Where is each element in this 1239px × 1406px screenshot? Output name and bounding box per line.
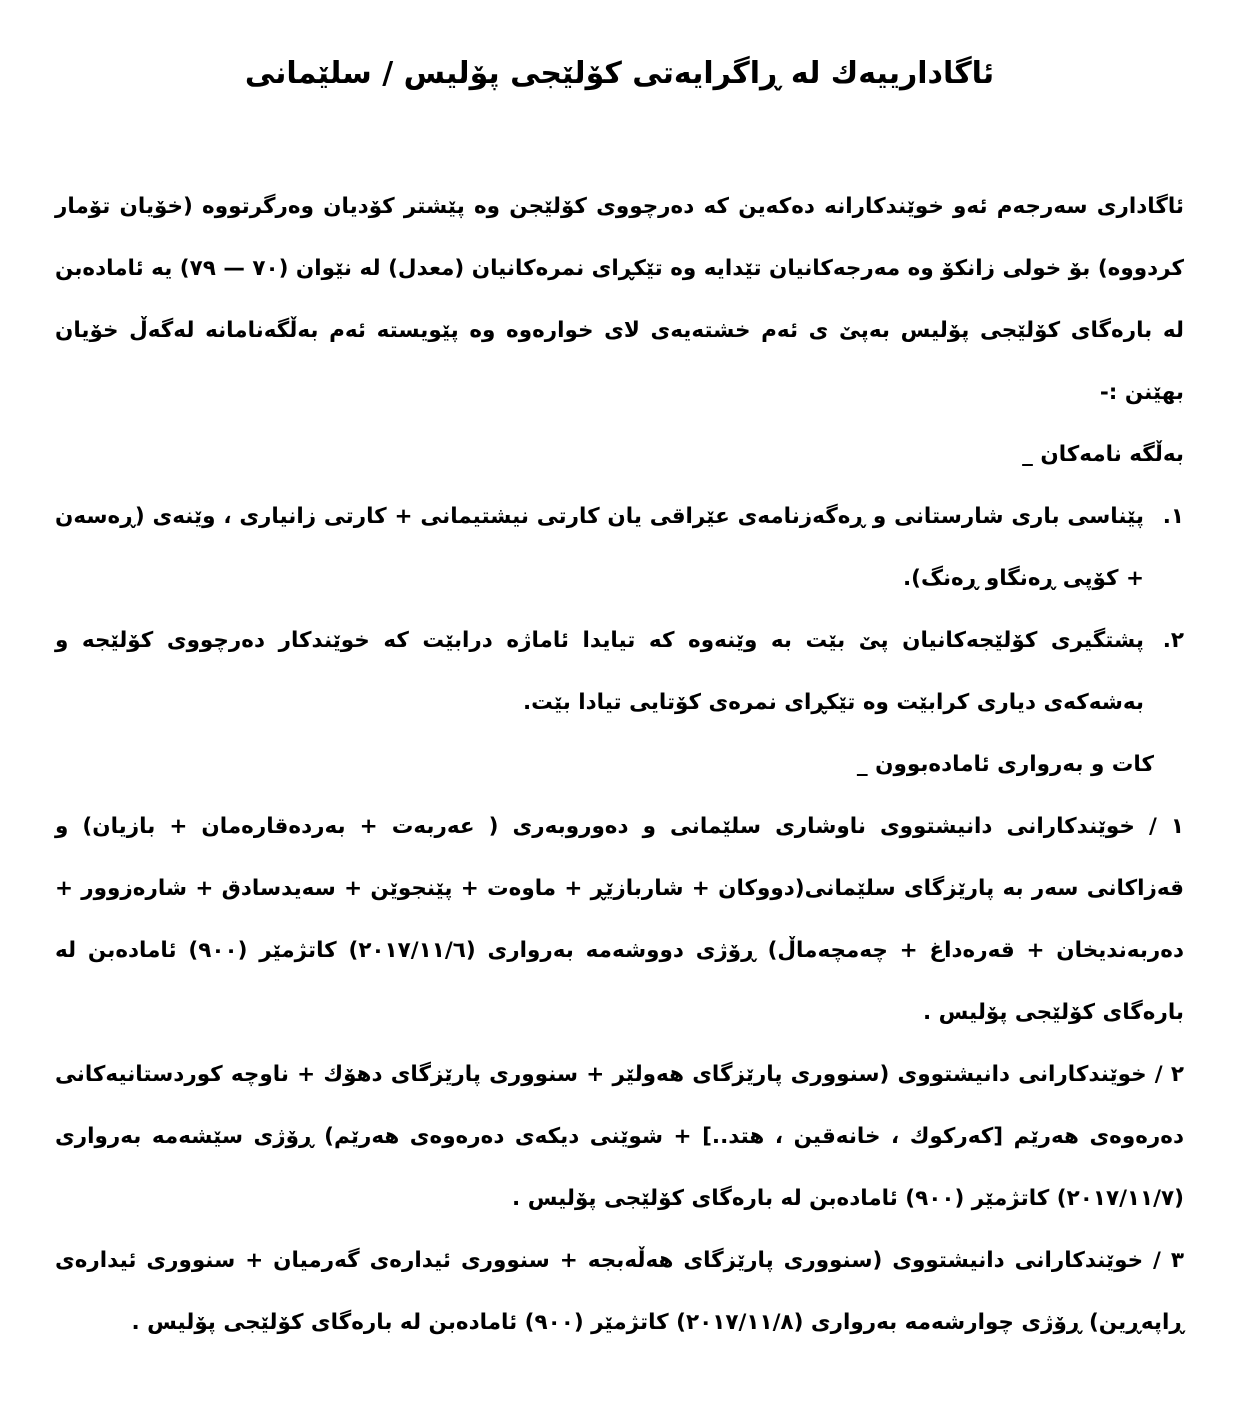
document-item-number: ٢. xyxy=(1162,628,1184,653)
documents-heading: بەڵگە نامەكان _ xyxy=(1022,442,1184,467)
schedule-heading: كات و بەرواری ئامادەبوون _ xyxy=(856,752,1154,777)
schedule-group-3: ٣ / خوێندكارانی دانیشتووی (سنووری پارێزگای هەڵەبجە + سنووری ئیدارەی گەرمیان + سنووری ئیدارەی ڕاپەڕین) ڕۆژی چوارشەمە بەرواری (٢٠١٧/١١/٨) كاتژمێر (٩٠٠) ئامادەبن لە بارەگای كۆلێجی پۆلیس . xyxy=(55,1248,1184,1335)
document-item-text: پێناسی باری شارستانی و ڕەگەزنامەی عێراقی یان كارتی نیشتیمانی + كارتی زانیاری ، وێنەی (ڕەسەن + كۆپی ڕەنگاو ڕەنگ). xyxy=(55,504,1144,591)
document-item-text: پشتگیری كۆلێجەكانیان پێ بێت بە وێنەوە كە تیایدا ئاماژە درابێت كە خوێندكار دەرچووی كۆلێجە و بەشەكەی دیاری كرابێت وە تێكڕای نمرەی كۆتایی تیادا بێت. xyxy=(55,628,1144,715)
schedule-group-2: ٢ / خوێندكارانی دانیشتووی (سنووری پارێزگای هەولێر + سنووری پارێزگای دهۆك + ناوچە كوردستانیەكانی دەرەوەی هەرێم [كەركوك ، خانەقین ، هتد..] + شوێنی دیكەی دەرەوەی هەرێم) ڕۆژی سێشەمە بەرواری (٢٠١٧/١١/٧) كاتژمێر (٩٠٠) ئامادەبن لە بارەگای كۆلێجی پۆلیس . xyxy=(55,1062,1184,1211)
document-item-number: ١. xyxy=(1162,504,1184,529)
document-item xyxy=(55,610,1184,734)
intro-paragraph: ئاگاداری سەرجەم ئەو خوێندكارانە دەكەین كە دەرچووی كۆلێجن وە پێشتر كۆدیان وەرگرتووە (خۆیان تۆمار كردووە) بۆ خولی زانكۆ وە مەرجەكانیان تێدایە وە تێكڕای نمرەكانیان (معدل) لە نێوان (٧٠ — ٧٩) یە ئامادەبن لە بارەگای كۆلێجی پۆلیس بەپێ ی ئەم خشتەیەی لای خوارەوە وە پێویستە ئەم بەڵگەنامانە لەگەڵ خۆیان بهێنن :- xyxy=(55,194,1184,405)
schedule-group-1: ١ / خوێندكارانی دانیشتووی ناوشاری سلێمانی و دەوروبەری ( عەربەت + بەردەقارەمان + بازیان) و قەزاكانی سەر بە پارێزگای سلێمانی(دووكان + شاربازێڕ + ماوەت + پێنجوێن + سەیدسادق + شارەزوور + دەربەندیخان + قەرەداغ + چەمچەماڵ) ڕۆژی دووشەمە بەرواری (٢٠١٧/١١/٦) كاتژمێر (٩٠٠) ئامادەبن لە بارەگای كۆلێجی پۆلیس . xyxy=(55,814,1184,1025)
document-title: ئاگادارییەك لە ڕاگرایەتی كۆلێجی پۆلیس / سلێمانی xyxy=(244,56,995,91)
document-item xyxy=(55,486,1184,610)
